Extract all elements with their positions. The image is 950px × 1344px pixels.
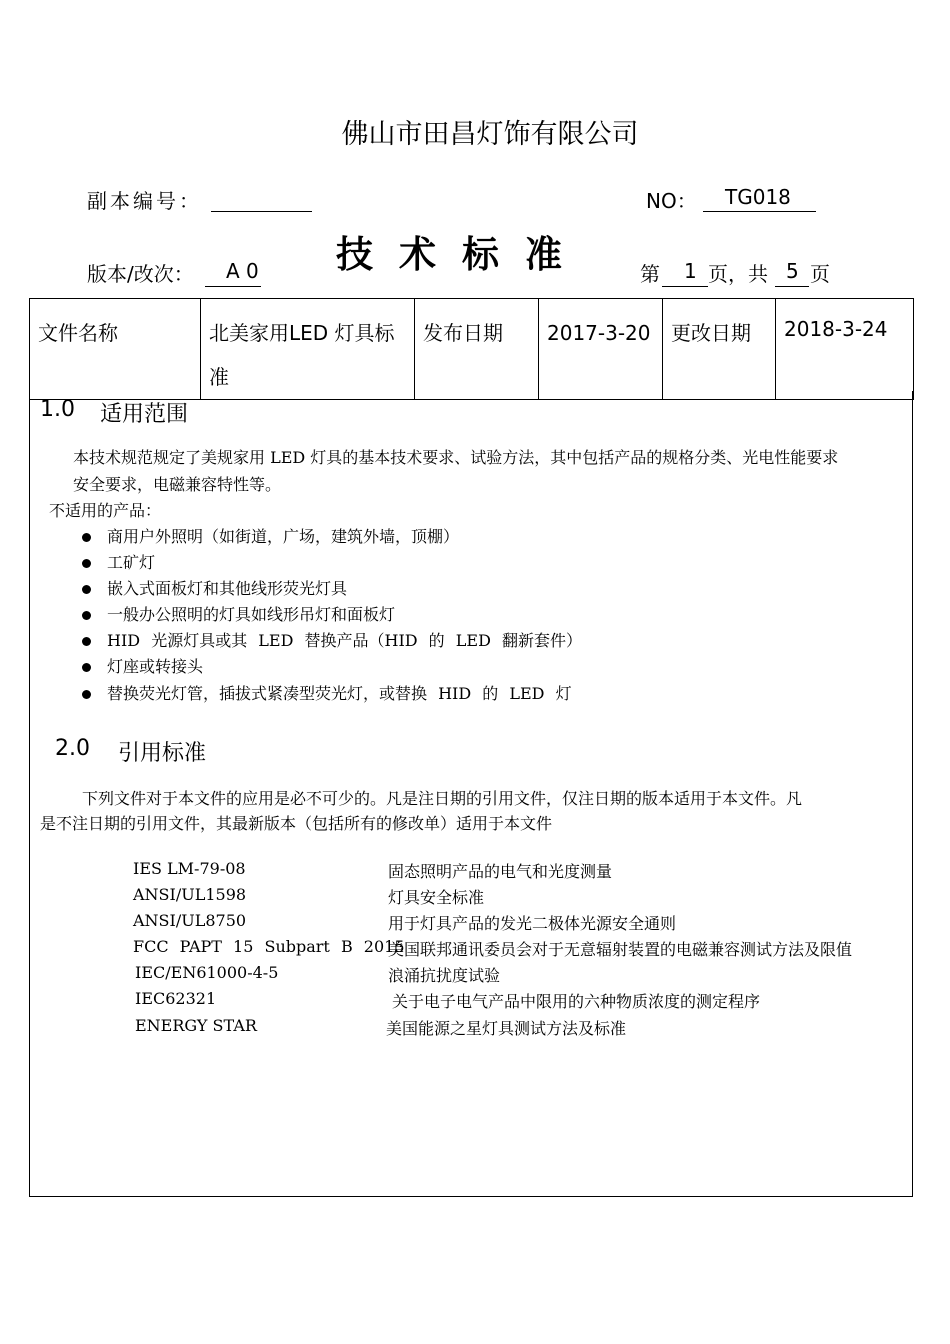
standard-description: 灯具安全标准 bbox=[388, 888, 485, 907]
standard-code: FCC PAPT 15 Subpart B 2015 bbox=[133, 937, 405, 956]
section1-paragraph-line1: 本技术规范规定了美规家用 LED 灯具的基本技术要求、试验方法，其中包括产品的规格分类、光电性能要求 bbox=[73, 448, 839, 467]
standard-code: IEC/EN61000-4-5 bbox=[135, 963, 279, 982]
section1-title: 适用范围 bbox=[100, 402, 189, 427]
standard-code: IES LM-79-08 bbox=[133, 859, 246, 878]
page-total: 5 bbox=[786, 259, 799, 283]
file-name-label: 文件名称 bbox=[30, 299, 201, 400]
copy-number-label: 副本编号： bbox=[87, 189, 202, 213]
standard-description: 美国能源之星灯具测试方法及标准 bbox=[386, 1019, 627, 1038]
standard-description: 关于电子电气产品中限用的六种物质浓度的测定程序 bbox=[392, 992, 761, 1011]
company-name: 佛山市田昌灯饰有限公司 bbox=[341, 119, 639, 150]
list-item: 灯座或转接头 bbox=[82, 654, 203, 677]
change-date-value: 2018-3-24 bbox=[776, 299, 914, 400]
document-title: 技术标准 bbox=[336, 232, 588, 276]
issue-date-label: 发布日期 bbox=[415, 299, 539, 400]
standard-description: 浪涌抗扰度试验 bbox=[388, 966, 501, 985]
page-current: 1 bbox=[684, 259, 697, 283]
version-value: A 0 bbox=[226, 259, 259, 283]
doc-number-value: TG018 bbox=[725, 185, 791, 209]
section1-number: 1.0 bbox=[40, 397, 75, 422]
bullet-icon bbox=[82, 585, 91, 594]
list-item: 替换荧光灯管，插拔式紧凑型荧光灯，或替换 HID 的 LED 灯 bbox=[82, 681, 572, 704]
bullet-icon bbox=[82, 611, 91, 620]
copy-number-underline bbox=[211, 211, 312, 212]
standard-code: ENERGY STAR bbox=[135, 1016, 257, 1035]
bullet-icon bbox=[82, 690, 91, 699]
bullet-icon bbox=[82, 559, 91, 568]
not-applicable-label: 不适用的产品： bbox=[49, 501, 162, 520]
standard-code: ANSI/UL8750 bbox=[133, 911, 247, 930]
bullet-icon bbox=[82, 637, 91, 646]
list-item: 嵌入式面板灯和其他线形荧光灯具 bbox=[82, 576, 347, 599]
bullet-icon bbox=[82, 533, 91, 542]
page-current-underline bbox=[662, 286, 708, 287]
standard-description: 美国联邦通讯委员会对于无意辐射装置的电磁兼容测试方法及限值 bbox=[388, 940, 853, 959]
page-prefix: 第 bbox=[640, 262, 660, 286]
document-info-table bbox=[29, 298, 914, 400]
version-underline bbox=[205, 286, 261, 287]
standard-description: 固态照明产品的电气和光度测量 bbox=[388, 862, 613, 881]
doc-number-label: NO： bbox=[646, 189, 697, 213]
list-item: 一般办公照明的灯具如线形吊灯和面板灯 bbox=[82, 602, 395, 625]
list-item: 工矿灯 bbox=[82, 550, 155, 573]
section2-paragraph-line2: 是不注日期的引用文件，其最新版本（包括所有的修改单）适用于本文件 bbox=[40, 814, 553, 833]
list-item: 商用户外照明（如街道，广场，建筑外墙，顶棚） bbox=[82, 524, 459, 547]
page-mid-text: 页，共 bbox=[708, 262, 768, 286]
version-label: 版本/改次： bbox=[87, 262, 194, 286]
section1-paragraph-line2: 安全要求，电磁兼容特性等。 bbox=[73, 475, 282, 494]
section2-number: 2.0 bbox=[55, 736, 90, 761]
issue-date-value: 2017-3-20 bbox=[539, 299, 663, 400]
bullet-icon bbox=[82, 663, 91, 672]
section2-title: 引用标准 bbox=[118, 741, 207, 766]
page-suffix: 页 bbox=[810, 262, 830, 286]
doc-number-underline bbox=[703, 211, 816, 212]
standard-code: ANSI/UL1598 bbox=[133, 885, 247, 904]
file-name-value: 北美家用LED 灯具标准 bbox=[201, 299, 415, 400]
list-item: HID 光源灯具或其 LED 替换产品（HID 的 LED 翻新套件） bbox=[82, 628, 582, 651]
standard-code: IEC62321 bbox=[135, 989, 217, 1008]
standard-description: 用于灯具产品的发光二极体光源安全通则 bbox=[388, 914, 677, 933]
change-date-label: 更改日期 bbox=[663, 299, 776, 400]
page-total-underline bbox=[775, 286, 809, 287]
section2-paragraph-line1: 下列文件对于本文件的应用是必不可少的。凡是注日期的引用文件，仅注日期的版本适用于本文件。凡 bbox=[82, 789, 803, 808]
